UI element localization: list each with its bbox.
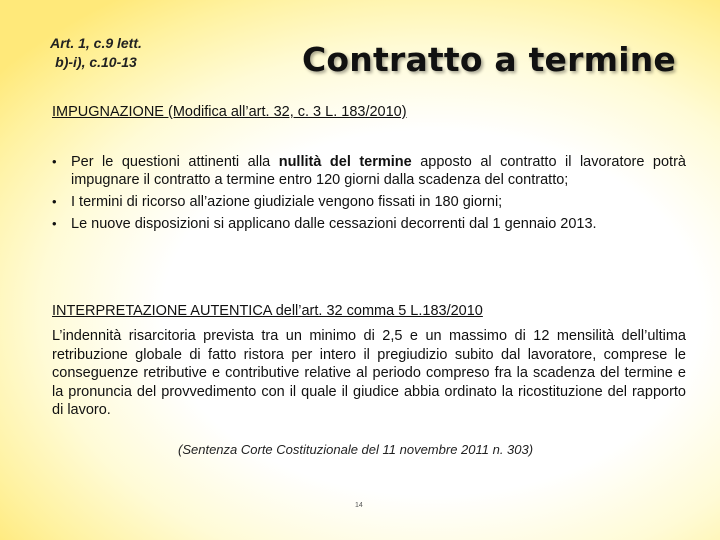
citation: (Sentenza Corte Costituzionale del 11 novembre 2011 n. 303) (178, 442, 534, 457)
bullet-dot-icon: • (52, 194, 57, 209)
bullet-text: I termini di ricorso all’azione giudiziale vengono fissati in 180 giorni; (71, 194, 503, 210)
page-number: 14 (355, 502, 363, 509)
bullet-dot-icon: • (52, 154, 57, 169)
bullet-item (52, 153, 686, 189)
bullet-text: Le nuove disposizioni si applicano dalle cessazioni decorrenti dal 1 gennaio 2013. (71, 216, 597, 232)
legal-reference-line-1: Art. 1, c.9 lett. (50, 35, 142, 51)
bullet-text-after: apposto al contratto il lavoratore potrà impugnare il contratto a termine entro 120 giorni dalla scadenza del contratto; (71, 154, 686, 188)
bullet-item (52, 193, 686, 211)
bullet-dot-icon: • (52, 216, 57, 231)
legal-reference-label (36, 34, 156, 72)
bullet-item (52, 215, 686, 233)
bullet-text-before: Per le questioni attinenti alla (71, 154, 279, 170)
interpretazione-paragraph: L’indennità risarcitoria prevista tra un minimo di 2,5 e un massimo di 12 mensilità dell’ultima retribuzione globale di fatto ristora per intero il pregiudizio subito dal lavoratore, comprese le conseguenze retributive e contributive relative al periodo compreso fra la scadenza del termine e la pronuncia del provvedimento con il quale il giudice abbia ordinato la ricostituzione del rapporto di lavoro. (52, 328, 686, 419)
bullet-text-bold: nullità del termine (278, 154, 412, 170)
section-heading-impugnazione: IMPUGNAZIONE (Modifica all’art. 32, c. 3 L. 183/2010) (52, 104, 407, 120)
bullet-list (52, 153, 686, 237)
legal-reference-line-2: b)-i), c.10-13 (55, 54, 137, 70)
section-heading-interpretazione: INTERPRETAZIONE AUTENTICA dell’art. 32 comma 5 L.183/2010 (52, 303, 483, 319)
slide-title: Contratto a termine (302, 40, 676, 79)
